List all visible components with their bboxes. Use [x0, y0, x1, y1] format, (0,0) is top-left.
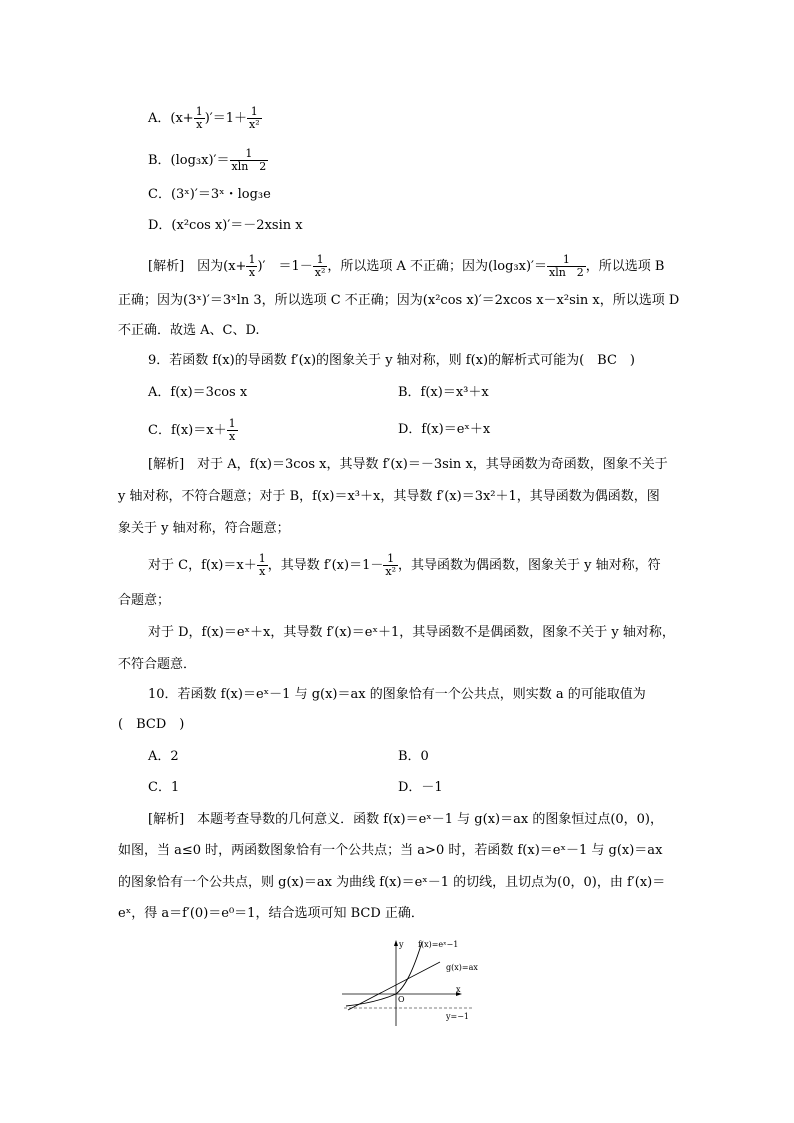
explanation-text: ，所以选项 A 不正确；因为(log₃x)′＝ — [327, 259, 547, 274]
explanation-9-line-2: y 轴对称，不符合题意；对于 B，f(x)＝x³＋x，其导数 f′(x)＝3x²＋1，其导函数为偶函数，图 — [118, 489, 660, 504]
explanation-9-line-4 — [148, 553, 661, 578]
denominator: x — [257, 565, 268, 578]
option-9d: D．f(x)＝eˣ＋x — [398, 422, 491, 437]
numerator: 1 — [245, 147, 253, 160]
fraction — [257, 553, 268, 578]
question-10-line-1: 10．若函数 f(x)＝eˣ－1 与 g(x)＝ax 的图象恰有一个公共点，则实数 a 的可能取值为 — [148, 687, 646, 702]
f-curve — [346, 942, 422, 1006]
option-text: C．f(x)＝x＋ — [148, 423, 227, 438]
numerator: 1 — [250, 105, 258, 118]
explanation-8-line-2: 正确；因为(3ˣ)′＝3ˣln 3，所以选项 C 不正确；因为(x²cos x)′＝2xcos x－x²sin x，所以选项 D — [118, 293, 680, 308]
explanation-8-line-3: 不正确．故选 A、C、D. — [118, 323, 260, 338]
question-10-line-2: ( BCD ) — [118, 717, 185, 732]
explanation-text: (x+ — [223, 259, 247, 274]
fraction — [230, 148, 269, 173]
f-curve-label: f(x)=eˣ−1 — [418, 940, 459, 949]
denominator: x — [194, 118, 205, 131]
explanation-9-line-7: 不符合题意． — [118, 657, 197, 672]
denominator: x² — [385, 565, 396, 578]
denominator: x — [246, 266, 257, 279]
explanation-9-line-1: [解析] 对于 A，f(x)＝3cos x，其导数 f′(x)＝－3sin x，其导函数为奇函数，图象不关于 — [148, 457, 668, 472]
y-axis-arrow — [394, 940, 398, 946]
numerator: 1 — [316, 253, 324, 266]
denominator: xln 2 — [548, 266, 584, 279]
x-axis-label: x — [456, 985, 461, 994]
g-line — [348, 962, 440, 1010]
explanation-text: ，所以选项 B — [585, 259, 665, 274]
explanation-10-line-3: 的图象恰有一个公共点，则 g(x)＝ax 为曲线 f(x)＝eˣ－1 的切线，且切点为(0，0)，由 f′(x)＝ — [118, 875, 666, 890]
option-8d: D．(x²cos x)′＝－2xsin x — [148, 218, 303, 233]
question-9: 9．若函数 f(x)的导函数 f′(x)的图象关于 y 轴对称，则 f(x)的解析式可能为( BC ) — [148, 353, 635, 368]
fraction — [227, 418, 238, 443]
explanation-10-line-4: eˣ，得 a＝f′(0)＝e⁰＝1，结合选项可知 BCD 正确． — [118, 906, 424, 921]
explanation-9-line-5: 合题意； — [118, 593, 171, 608]
fraction — [547, 254, 586, 279]
fraction — [383, 553, 398, 578]
g-line-label: g(x)=ax — [446, 963, 478, 972]
option-10a: A．2 — [148, 749, 179, 764]
option-text: B．(log₃x)′＝ — [148, 153, 230, 168]
origin-label: O — [398, 995, 405, 1004]
numerator: 1 — [387, 552, 395, 565]
explanation-10-line-2: 如图，当 a≤0 时，两函数图象恰有一个公共点；当 a>0 时，若函数 f(x)＝eˣ－1 与 g(x)＝ax — [118, 843, 663, 858]
option-9a: A．f(x)＝3cos x — [148, 385, 248, 400]
numerator: 1 — [562, 253, 570, 266]
fraction — [194, 106, 205, 131]
denominator: x — [227, 430, 238, 443]
numerator: 1 — [258, 552, 266, 565]
explanation-9-line-3: 象关于 y 轴对称，符合题意； — [118, 521, 290, 536]
denominator: xln 2 — [231, 160, 267, 173]
fraction — [313, 254, 328, 279]
option-9c — [148, 418, 238, 443]
function-graph — [342, 938, 482, 1026]
explanation-text: 对于 C，f(x)＝x＋ — [148, 558, 257, 573]
asymptote-label: y=−1 — [446, 1012, 470, 1021]
option-8c: C．(3ˣ)′＝3ˣ・log₃e — [148, 187, 271, 202]
denominator: x² — [314, 266, 326, 279]
numerator: 1 — [248, 253, 256, 266]
fraction — [247, 106, 262, 131]
option-8b — [148, 148, 268, 173]
explanation-8-line-1 — [148, 254, 664, 279]
option-9b: B．f(x)＝x³＋x — [398, 385, 489, 400]
option-10c: C．1 — [148, 780, 180, 795]
explanation-text: ，其导函数为偶函数，图象关于 y 轴对称，符 — [397, 558, 661, 573]
option-text: A．(x+ — [148, 111, 194, 126]
option-10b: B．0 — [398, 749, 429, 764]
y-axis-label: y — [399, 940, 404, 949]
explanation-text: ，其导数 f′(x)＝1－ — [267, 558, 384, 573]
numerator: 1 — [195, 105, 203, 118]
option-10d: D．－1 — [398, 780, 443, 795]
fraction — [246, 254, 257, 279]
explanation-text: [解析] 因为 — [148, 259, 224, 274]
explanation-text: )′ ＝1－ — [257, 259, 313, 274]
option-8a — [148, 106, 262, 131]
denominator: x² — [248, 118, 260, 131]
explanation-9-line-6: 对于 D，f(x)＝eˣ＋x，其导数 f′(x)＝eˣ＋1，其导函数不是偶函数，图象不关于 y 轴对称， — [148, 625, 675, 640]
option-text: )′＝1＋ — [204, 111, 247, 126]
numerator: 1 — [228, 417, 236, 430]
explanation-10-line-1: [解析] 本题考查导数的几何意义．函数 f(x)＝eˣ－1 与 g(x)＝ax 的图象恒过点(0，0)， — [148, 812, 663, 827]
